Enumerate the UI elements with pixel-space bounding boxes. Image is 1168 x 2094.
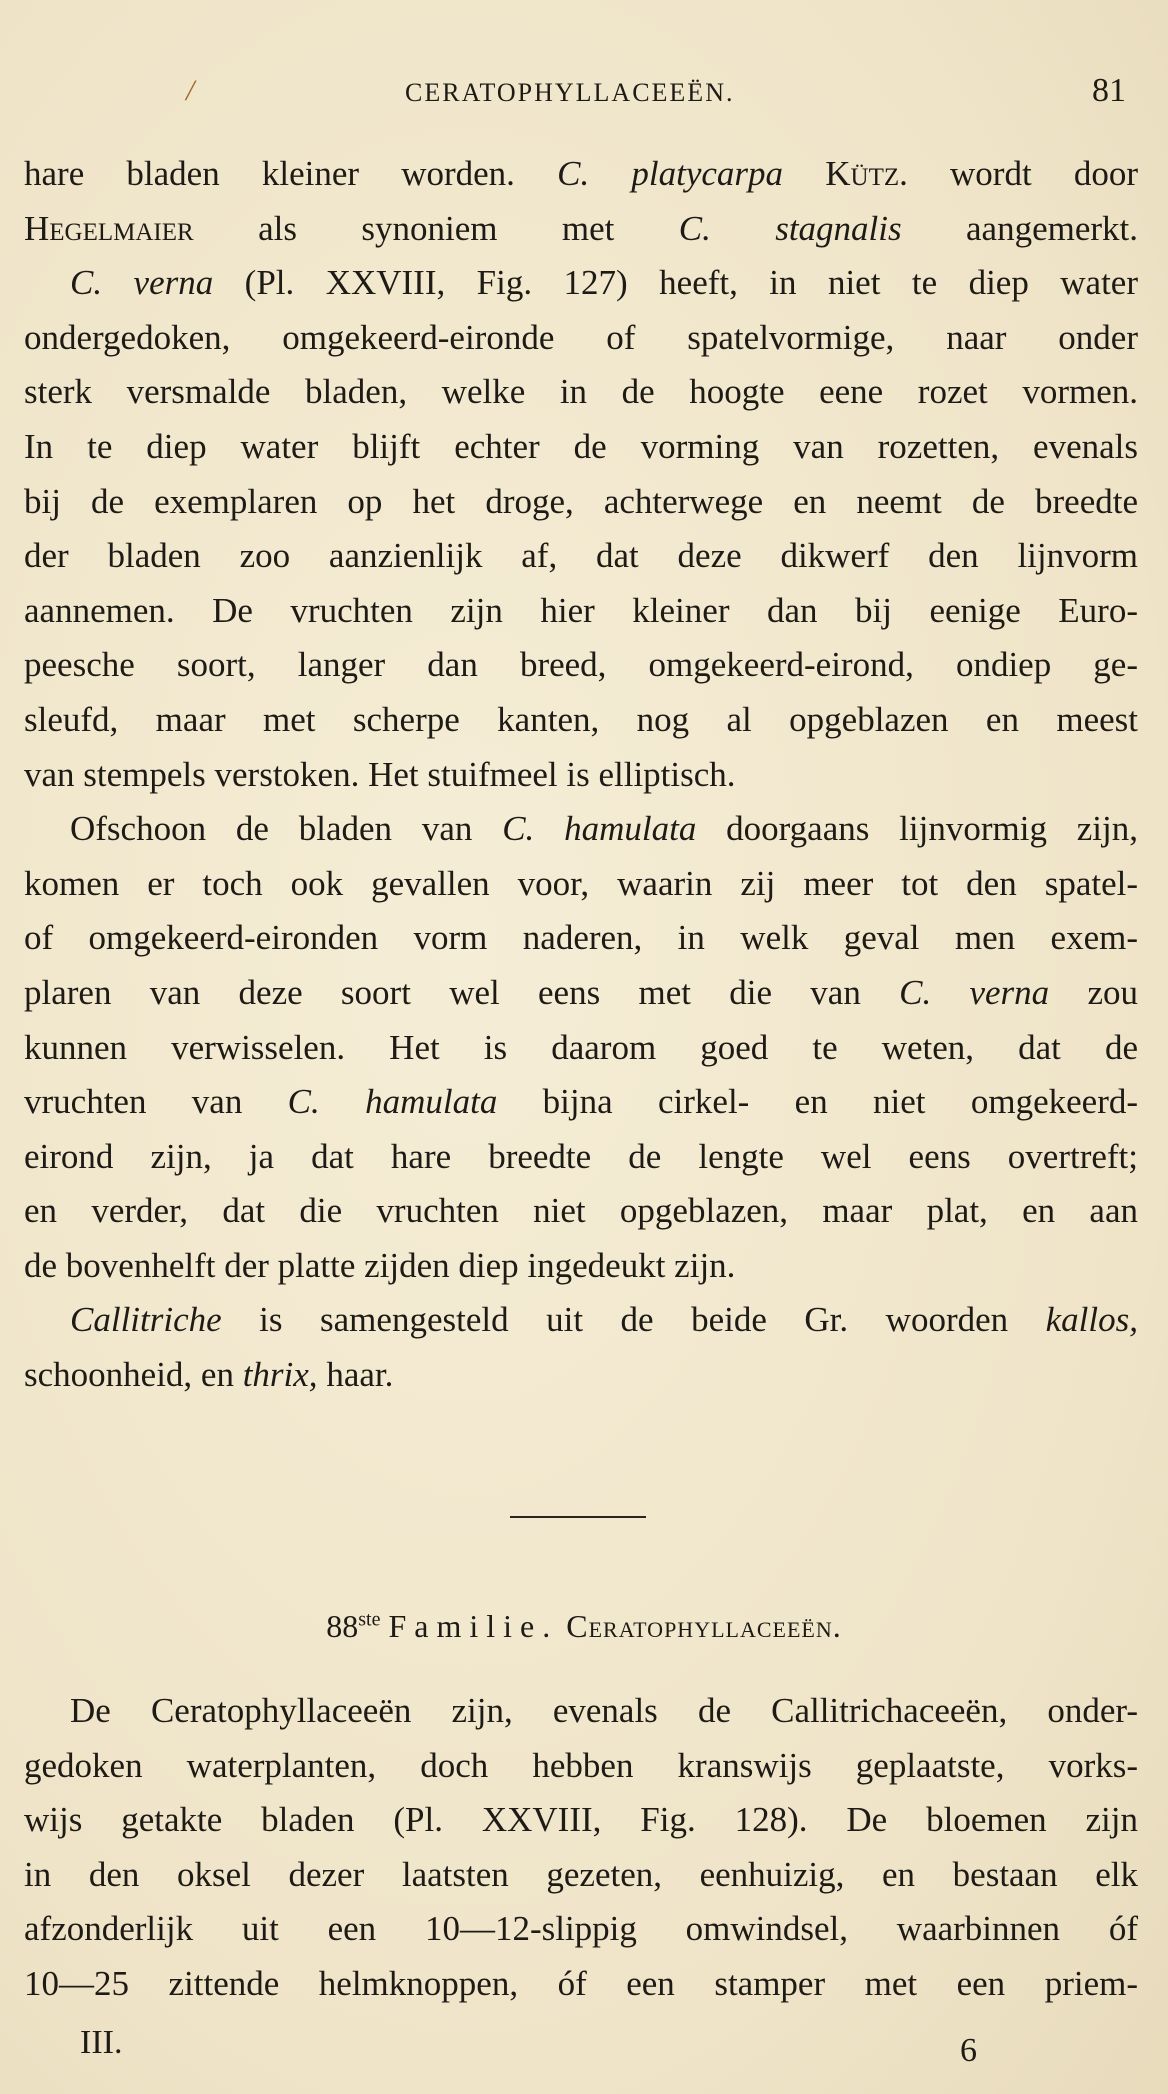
text-run: bij de exemplaren op het droge, achterwege en neemt de breedte: [24, 481, 1138, 521]
text-run: wijs getakte bladen (Pl. XXVIII, Fig. 128). De bloemen zijn: [24, 1800, 1138, 1840]
text-run: ondergedoken, omgekeerd-eironde of spatelvormige, naar onder: [24, 317, 1138, 357]
text-run: of omgekeerd-eironden vorm naderen, in welk geval men exem-: [24, 918, 1138, 958]
text-line: [24, 1957, 1138, 2012]
text-line: [24, 311, 1138, 366]
italic-term: C. verna: [70, 263, 214, 303]
family-name: Ceratophyllaceeën.: [566, 1608, 842, 1644]
section-divider: [510, 1516, 646, 1518]
text-line: [24, 1848, 1138, 1903]
signature-mark: III.: [80, 2024, 123, 2061]
page-number: 81: [1092, 72, 1126, 109]
text-line: [24, 256, 1138, 311]
italic-term: Callitriche: [70, 1300, 222, 1340]
small-caps-name: Hegelmaier: [24, 208, 194, 248]
text-run: zou: [1049, 972, 1139, 1012]
text-run: afzonderlijk uit een 10—12-slippig omwindsel, waarbinnen óf: [24, 1909, 1138, 1949]
text-run: Ofschoon de bladen van: [70, 809, 503, 849]
text-run: is samengesteld uit de beide Gr. woorden: [221, 1300, 1046, 1340]
text-run: der bladen zoo aanzienlijk af, dat deze dikwerf den lijnvorm: [24, 536, 1138, 576]
body-text-lower: [24, 1684, 1138, 2012]
text-line: [24, 1184, 1138, 1239]
text-run: bijna cirkel- en niet omgekeerd-: [497, 1082, 1139, 1122]
text-line: [24, 1075, 1138, 1130]
text-run: en verder, dat die vruchten niet opgeblazen, maar plat, en aan: [24, 1191, 1138, 1231]
text-run: haar.: [317, 1355, 394, 1395]
italic-term: kallos,: [1045, 1300, 1138, 1340]
family-ordinal-suffix: ste: [358, 1608, 381, 1631]
text-run: peesche soort, langer dan breed, omgekeerd-eirond, ondiep ge-: [24, 645, 1138, 685]
italic-term: C. platycarpa: [557, 154, 784, 193]
text-line: [24, 966, 1138, 1021]
page-footer: [0, 2024, 1168, 2084]
margin-mark: /: [186, 74, 195, 107]
text-run: gedoken waterplanten, doch hebben kranswijs geplaatste, vorks-: [24, 1745, 1138, 1785]
body-text-upper: [24, 147, 1138, 1403]
text-line: [24, 911, 1138, 966]
text-line: [24, 1239, 1138, 1294]
text-run: De Ceratophyllaceeën zijn, evenals de Callitrichaceeën, onder-: [70, 1691, 1138, 1730]
text-run: van stempels verstoken. Het stuifmeel is elliptisch.: [24, 754, 736, 794]
text-line: [24, 1793, 1138, 1848]
text-line: [24, 857, 1138, 912]
small-caps-name: Kütz.: [825, 154, 908, 193]
text-run: sterk versmalde bladen, welke in de hoogte eene rozet vormen.: [24, 372, 1138, 412]
family-word: Familie.: [388, 1608, 559, 1644]
family-heading: [0, 1608, 1168, 1645]
text-line: [24, 638, 1138, 693]
text-run: wordt door: [907, 154, 1139, 193]
text-run: als synoniem met: [193, 208, 679, 248]
text-line: [24, 1684, 1138, 1739]
text-line: [24, 1021, 1138, 1076]
sheet-number: 6: [960, 2032, 977, 2069]
text-line: [24, 529, 1138, 584]
text-run: 10—25 zittende helmknoppen, óf een stamper met een priem-: [24, 1963, 1138, 2003]
text-run: [783, 154, 825, 193]
text-run: kunnen verwisselen. Het is daarom goed te weten, dat de: [24, 1027, 1138, 1067]
text-line: [24, 420, 1138, 475]
text-run: in den oksel dezer laatsten gezeten, eenhuizig, en bestaan elk: [24, 1854, 1138, 1894]
running-head: [0, 72, 1168, 122]
italic-term: C. stagnalis: [678, 208, 902, 248]
text-run: In te diep water blijft echter de vorming van rozetten, evenals: [24, 426, 1138, 466]
text-line: [24, 475, 1138, 530]
running-title: CERATOPHYLLACEEËN.: [405, 78, 735, 107]
text-run: (Pl. XXVIII, Fig. 127) heeft, in niet te diep water: [213, 263, 1138, 303]
italic-term: thrix,: [242, 1355, 318, 1395]
text-run: aangemerkt.: [901, 208, 1139, 248]
text-run: aannemen. De vruchten zijn hier kleiner dan bij eenige Euro-: [24, 590, 1138, 630]
text-line: [24, 1739, 1138, 1794]
text-run: schoonheid, en: [24, 1355, 243, 1395]
text-line: [24, 584, 1138, 639]
text-run: de bovenhelft der platte zijden diep ingedeukt zijn.: [24, 1245, 736, 1285]
text-run: vruchten van: [24, 1082, 288, 1122]
text-run: hare bladen kleiner worden.: [24, 154, 558, 193]
text-run: sleufd, maar met scherpe kanten, nog al opgeblazen en meest: [24, 699, 1138, 739]
text-line: [24, 1293, 1138, 1348]
text-line: [24, 365, 1138, 420]
text-line: [24, 1902, 1138, 1957]
italic-term: C. hamulata: [287, 1082, 498, 1122]
italic-term: C. hamulata: [502, 809, 697, 849]
text-line: [24, 1130, 1138, 1185]
family-ordinal: 88: [326, 1608, 359, 1644]
text-line: [24, 748, 1138, 803]
text-line: [24, 802, 1138, 857]
text-run: eirond zijn, ja dat hare breedte de lengte wel eens overtreft;: [24, 1136, 1138, 1176]
text-run: komen er toch ook gevallen voor, waarin zij meer tot den spatel-: [24, 863, 1138, 903]
text-line: [24, 1348, 1138, 1403]
text-line: [24, 147, 1138, 202]
italic-term: C. verna: [899, 972, 1050, 1012]
text-line: [24, 202, 1138, 257]
text-run: doorgaans lijnvormig zijn,: [696, 809, 1138, 849]
text-run: plaren van deze soort wel eens met die van: [24, 972, 900, 1012]
text-line: [24, 693, 1138, 748]
